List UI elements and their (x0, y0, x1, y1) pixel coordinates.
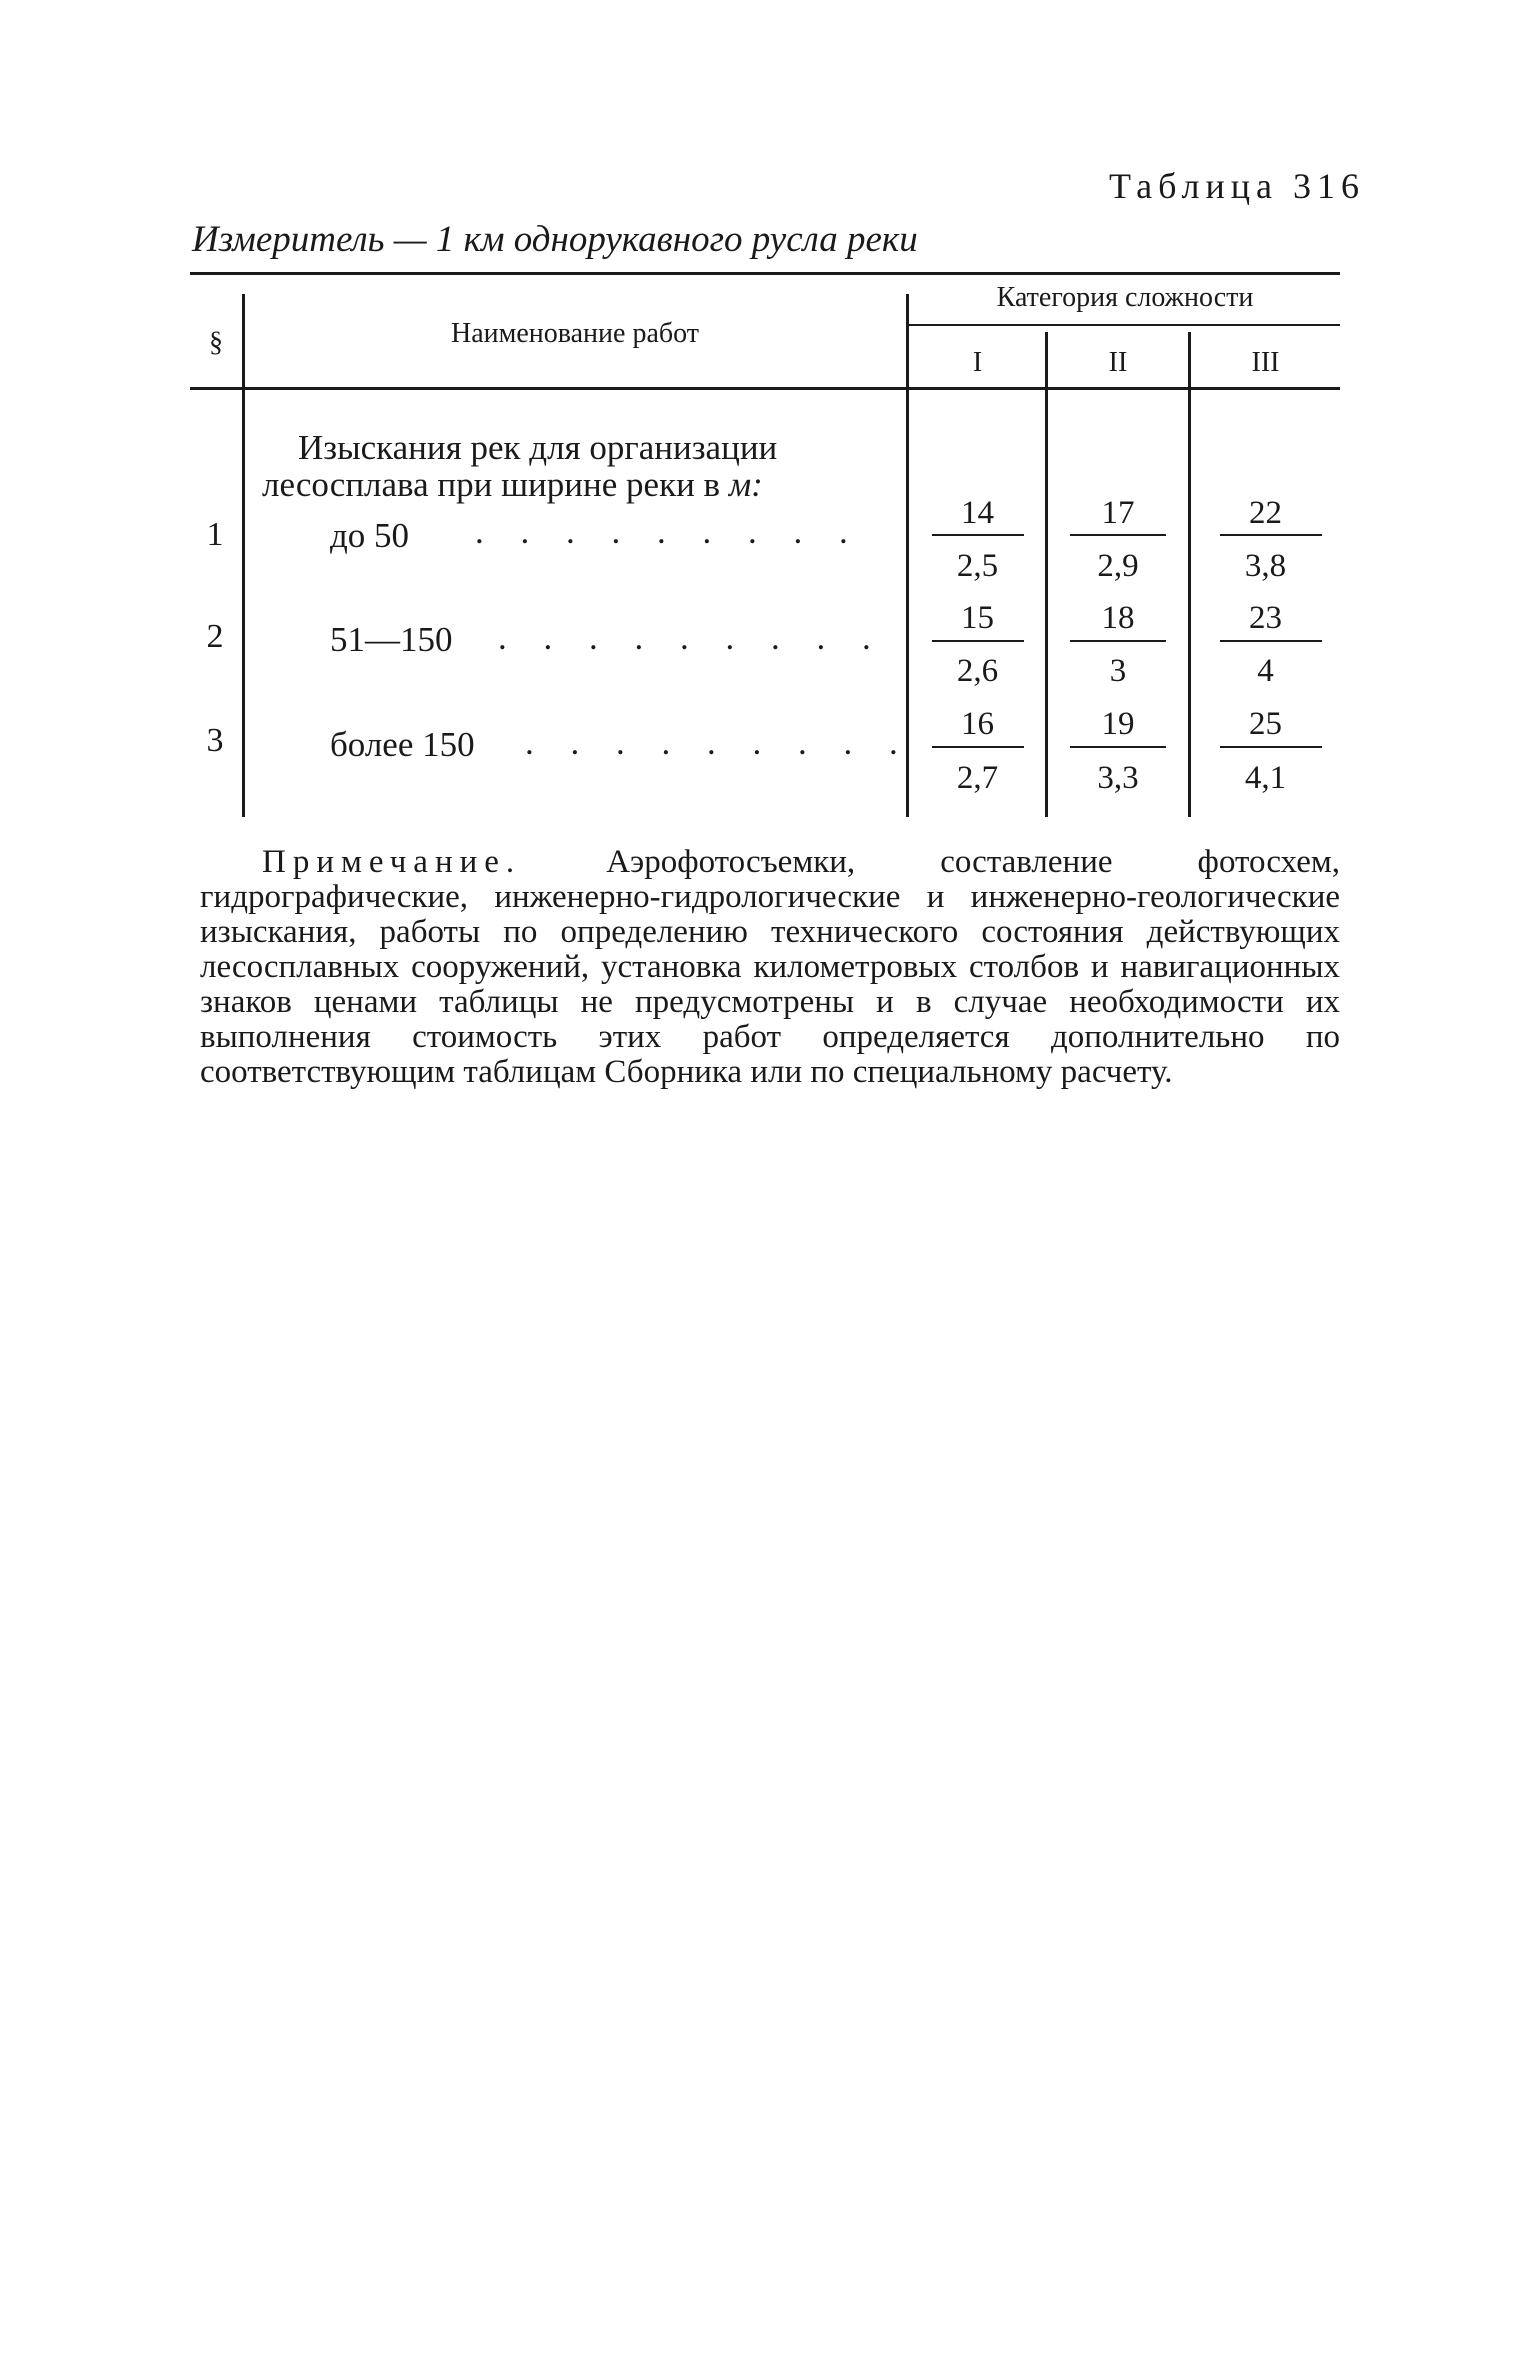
row-2-cat2-fraction-bar (1070, 640, 1166, 642)
footnote (200, 845, 1340, 1090)
group-title-line1: Изыскания рек для организации (298, 428, 778, 467)
row-1-leader-dots: . . . . . . . . . (475, 512, 862, 551)
group-title-unit: м: (728, 465, 763, 504)
row-3-cat2-bottom: 3,3 (1097, 760, 1139, 796)
row-3-cat2-top: 19 (1101, 706, 1135, 742)
category-i-header: I (972, 347, 983, 378)
category-header: Категория сложности (996, 282, 1254, 313)
meter-caption: Измеритель — 1 км однорукавного русла реки (192, 219, 918, 260)
row-2-cat2-top: 18 (1101, 600, 1135, 636)
row-1-cat1-bottom: 2,5 (956, 548, 999, 584)
row-1-cat3-fraction-bar (1220, 534, 1322, 536)
price-table (190, 272, 1340, 817)
row-1-number: 1 (206, 516, 224, 553)
row-2-cat3-fraction-bar (1220, 640, 1322, 642)
category-iii-header: III (1251, 347, 1280, 378)
category-ii-header: II (1108, 347, 1128, 378)
row-1-cat1-top: 14 (961, 495, 994, 531)
row-2-number: 2 (206, 618, 224, 655)
row-1-cat1-fraction-bar (932, 534, 1024, 536)
header-bottom-rule (190, 387, 1340, 390)
group-title-line2 (262, 467, 763, 502)
row-3-cat3-bottom: 4,1 (1244, 760, 1287, 796)
row-1-cat2-top: 17 (1101, 495, 1135, 531)
row-1-cat3-bottom: 3,8 (1244, 548, 1287, 584)
section-header: § (209, 327, 223, 358)
row-2-cat3-bottom: 4 (1257, 653, 1274, 689)
row-2-cat2-bottom: 3 (1109, 653, 1127, 689)
category-header-rule (908, 324, 1340, 326)
row-2-cat1-fraction-bar (932, 640, 1024, 642)
table-top-rule (190, 272, 1340, 275)
row-3-name: более 150 (330, 725, 475, 764)
row-3-cat2-fraction-bar (1070, 746, 1166, 748)
row-1-cat2-bottom: 2,9 (1097, 548, 1139, 584)
row-3-cat1-top: 16 (961, 706, 994, 742)
row-2-leader-dots: . . . . . . . . . (498, 618, 885, 657)
row-2-cat1-top: 15 (961, 600, 994, 636)
note-text: Аэрофотосъемки, составление фотосхем, гидрографические, инженерно-гидрологические и инженерно-геологические изыскания, работы по определению технического состояния действующих лесосплавных сооружений, установка километровых столбов и навигационных знаков ценами таблицы не предусмотрены и в случае необходимости их выполнения стоимость этих работ определяется дополнительно по соответствующим таблицам Сборника или по специальному расчету. (200, 844, 1340, 1090)
row-3-leader-dots: . . . . . . . . . (525, 723, 912, 762)
row-3-cat3-fraction-bar (1220, 746, 1322, 748)
row-3-cat3-top: 25 (1249, 706, 1282, 742)
row-2-cat1-bottom: 2,6 (956, 653, 999, 689)
table-label: Таблица 316 (1109, 166, 1365, 206)
row-1-cat2-fraction-bar (1070, 534, 1166, 536)
row-3-cat1-fraction-bar (932, 746, 1024, 748)
note-label: Примечание. (262, 844, 522, 880)
row-2-name: 51—150 (330, 620, 453, 659)
row-3-number: 3 (206, 722, 224, 759)
row-2-cat3-top: 23 (1249, 600, 1282, 636)
row-1-name: до 50 (330, 516, 410, 555)
row-1-cat3-top: 22 (1249, 495, 1282, 531)
name-header: Наименование работ (451, 318, 699, 349)
row-3-cat1-bottom: 2,7 (956, 760, 999, 796)
group-title-text: лесосплава при ширине реки в (262, 465, 729, 504)
